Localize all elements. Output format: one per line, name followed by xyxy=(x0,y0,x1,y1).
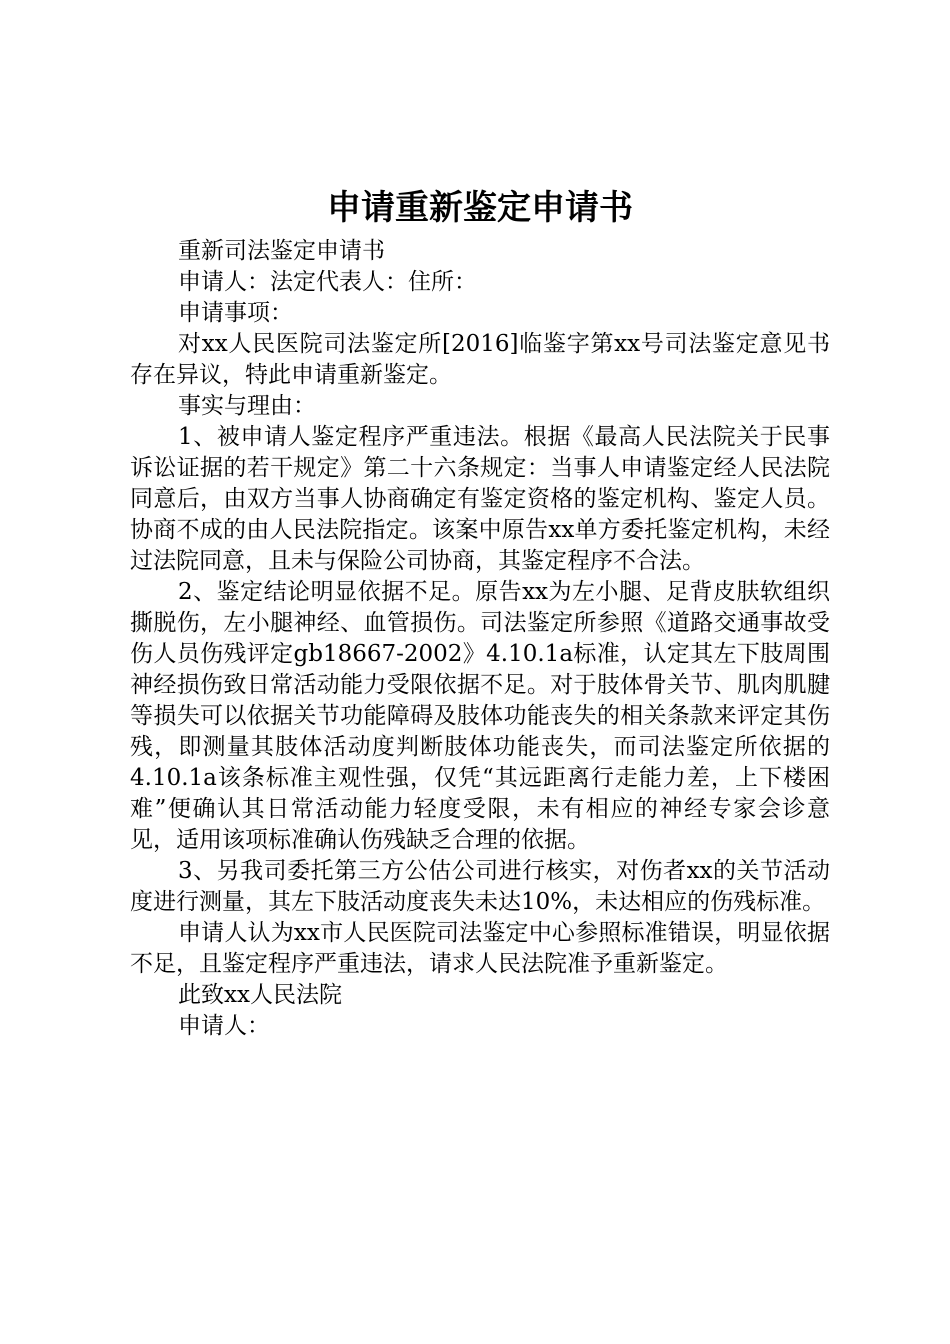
paragraph-signature-label: 申请人： xyxy=(178,1013,270,1039)
paragraph-reason-3: 3、另我司委托第三方公估公司进行核实，对伤者xx的关节活动度进行测量，其左下肢活动度丧失未达10%，未达相应的伤残标准。 xyxy=(130,858,830,915)
paragraph-conclusion: 申请人认为xx市人民医院司法鉴定中心参照标准错误，明显依据不足，且鉴定程序严重违法，请求人民法院准予重新鉴定。 xyxy=(130,920,830,977)
paragraph-addressee: 此致xx人民法院 xyxy=(178,982,342,1008)
paragraph-heading: 重新司法鉴定申请书 xyxy=(178,238,385,264)
paragraph-request-label: 申请事项： xyxy=(178,300,293,326)
paragraph-request-content: 对xx人民医院司法鉴定所[2016]临鉴字第xx号司法鉴定意见书存在异议，特此申请重新鉴定。 xyxy=(130,331,830,388)
paragraph-applicant-info: 申请人：法定代表人：住所： xyxy=(178,269,477,295)
paragraph-reason-2: 2、鉴定结论明显依据不足。原告xx为左小腿、足背皮肤软组织撕脱伤，左小腿神经、血管损伤。司法鉴定所参照《道路交通事故受伤人员伤残评定gb18667-2002》4.10.1a标准，认定其左下肢周围神经损伤致日常活动能力受限依据不足。对于肢体骨关节、肌肉肌腱等损失可以依据关节功能障碍及肢体功能丧失的相关条款来评定其伤残，即测量其肢体活动度判断肢体功能丧失，而司法鉴定所依据的4.10.1a该条标准主观性强，仅凭“其远距离行走能力差，上下楼困难”便确认其日常活动能力轻度受限，未有相应的神经专家会诊意见，适用该项标准确认伤残缺乏合理的依据。 xyxy=(130,579,830,853)
document-body xyxy=(130,236,830,1042)
paragraph-facts-label: 事实与理由： xyxy=(178,393,316,419)
paragraph-reason-1: 1、被申请人鉴定程序严重违法。根据《最高人民法院关于民事诉讼证据的若干规定》第二十六条规定：当事人申请鉴定经人民法院同意后，由双方当事人协商确定有鉴定资格的鉴定机构、鉴定人员。协商不成的由人民法院指定。该案中原告xx单方委托鉴定机构，未经过法院同意，且未与保险公司协商，其鉴定程序不合法。 xyxy=(130,424,830,574)
document-title: 申请重新鉴定申请书 xyxy=(327,188,633,228)
